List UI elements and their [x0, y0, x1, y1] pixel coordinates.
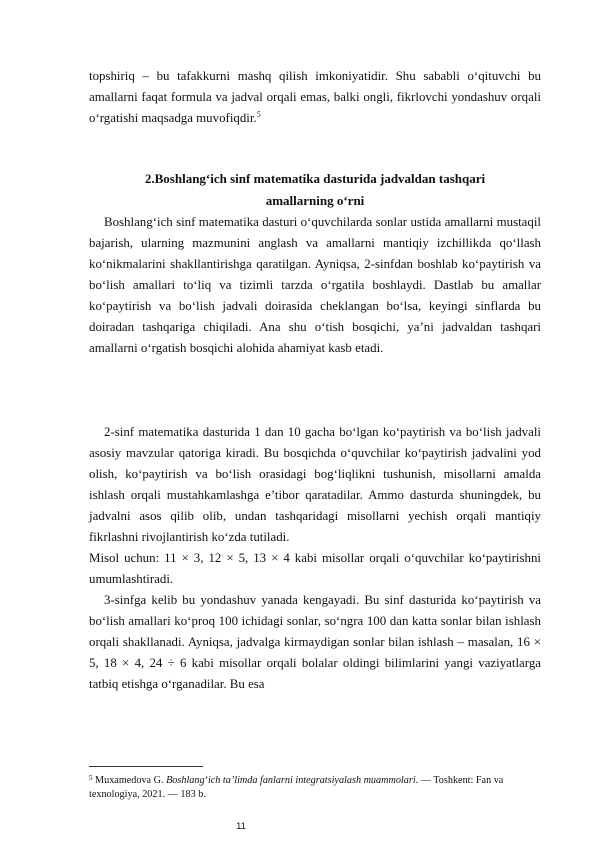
page-number: 11 — [236, 821, 246, 832]
footnote-reference[interactable]: 5 — [256, 110, 261, 119]
footnote — [89, 771, 541, 802]
body-paragraph-2: 2-sinf matematika dasturida 1 dan 10 gacha bo‘lgan ko‘paytirish va bo‘lish jadvali asosiy mavzular qatoriga kiradi. Bu bosqichda o‘quvchilar ko‘paytirish jadvalini yod olish, ko‘paytirish va bo‘lish orasidagi bog‘liqlikni tushunish, misollarni amalda ishlash orqali mustahkamlashga e’tibor qaratadilar. Ammo dasturda shuningdek, bu jadvalni asos qilib olib, undan tashqaridagi misollarni yechish orqali mantiqiy fikrlashni rivojlantirish ko‘zda tutiladi. — [89, 425, 541, 544]
section-heading — [89, 168, 541, 212]
intro-paragraph — [89, 66, 541, 129]
footnote-mark: 5 — [89, 774, 93, 782]
section-heading-line1: 2.Boshlang‘ich sinf matematika dasturida jadvaldan tashqari — [144, 171, 486, 186]
footnote-title: Boshlang‘ich ta’limda fanlarni integratsiyalash muammolari — [166, 775, 416, 786]
body-paragraph-1: Boshlang‘ich sinf matematika dasturi o‘quvchilarda sonlar ustida amallarni mustaqil bajarish, ularning mazmunini anglash va amallarni mantiqiy izchillikda qo‘llash ko‘nikmalarini shakllantirishga qaratilgan. Ayniqsa, 2-sinfdan boshlab ko‘paytirish va bo‘lish amallari to‘liq va tizimli tarzda o‘rgatila boshlaydi. Dastlab bu amallar ko‘paytirish va bo‘lish jadvali doirasida cheklangan bo‘lsa, keyingi sinflarda bu doiradan tashqariga chiqiladi. Ana shu o‘tish bosqichi, ya’ni jadvaldan tashqari amallarni o‘rgatish bosqichi alohida ahamiyat kasb etadi. — [89, 215, 541, 355]
footnote-author: Muxamedova G. — [95, 775, 167, 786]
body-paragraph-3: Misol uchun: 11 × 3, 12 × 5, 13 × 4 kabi misollar orqali o‘quvchilar ko‘paytirishni umumlashtiradi. — [89, 551, 541, 586]
footnote-publication: . — Toshkent: Fan va texnologiya, 2021. — 183 b. — [89, 775, 504, 800]
section-heading-line2: amallarning o‘rni — [265, 193, 365, 208]
intro-paragraph-text: topshiriq – bu tafakkurni mashq qilish imkoniyatidir. Shu sababli o‘qituvchi bu amallarni faqat formula va jadval orqali emas, balki ongli, fikrlovchi yondashuv orqali o‘rgatishi maqsadga muvofiqdir. — [89, 69, 541, 125]
footnote-divider — [89, 766, 203, 767]
body-paragraph-4: 3-sinfga kelib bu yondashuv yanada kengayadi. Bu sinf dasturida ko‘paytirish va bo‘lish amallari ko‘proq 100 ichidagi sonlar, so‘ngra 100 dan katta sonlar bilan ishlash orqali shakllanadi. Ayniqsa, jadvalga kirmaydigan sonlar bilan ishlash – masalan, 16 × 5, 18 × 4, 24 ÷ 6 kabi misollar orqali bolalar oldingi bilimlarini yangi vaziyatlarga tatbiq etishga o‘rganadilar. Bu esa — [89, 593, 541, 691]
